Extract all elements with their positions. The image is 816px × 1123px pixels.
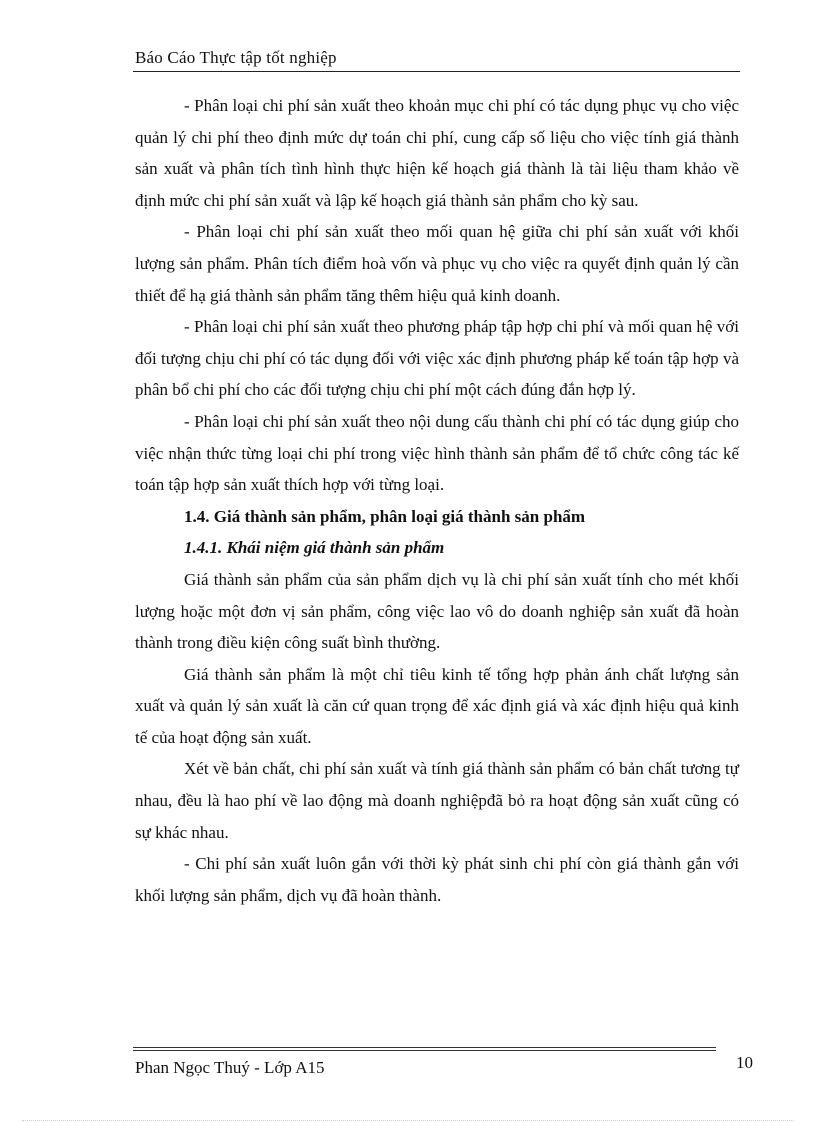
- paragraph: - Phân loại chi phí sản xuất theo phương pháp tập hợp chi phí và mối quan hệ với đối tượng chịu chi phí có tác dụng đối với việc xác định phương pháp kế toán tập hợp và phân bổ chi phí cho các đối tượng chịu chi phí một cách đúng đắn hợp lý.: [135, 317, 739, 400]
- paragraph: - Phân loại chi phí sản xuất theo khoản mục chi phí có tác dụng phục vụ cho việc quản lý chi phí theo định mức dự toán chi phí, cung cấp số liệu cho việc tính giá thành sản xuất và phân tích tình hình thực hiện kế hoạch giá thành là tài liệu tham khảo về định mức chi phí sản xuất và lập kế hoạch giá thành sản phẩm cho kỳ sau.: [135, 96, 739, 210]
- page-edge-divider: [22, 1120, 794, 1121]
- paragraph: Xét về bản chất, chi phí sản xuất và tính giá thành sản phẩm có bản chất tương tự nhau, đều là hao phí về lao động mà doanh nghiệpđã bỏ ra hoạt động sản xuất cũng có sự khác nhau.: [135, 759, 739, 842]
- page-number: 10: [736, 1053, 753, 1072]
- paragraph: Giá thành sản phẩm của sản phẩm dịch vụ là chi phí sản xuất tính cho mét khối lượng hoặc một đơn vị sản phẩm, công việc lao vô do doanh nghiệp sản xuất đã hoàn thành trong điều kiện công suất bình thường.: [135, 569, 739, 653]
- header-rule: [133, 71, 740, 72]
- footer-author: Phan Ngọc Thuý - Lớp A15: [135, 1058, 325, 1077]
- subsection-heading: 1.4.1. Khái niệm giá thành sản phẩm: [184, 538, 445, 558]
- paragraph: - Phân loại chi phí sản xuất theo mối quan hệ giữa chi phí sản xuất với khối lượng sản phẩm. Phân tích điểm hoà vốn và phục vụ cho việc ra quyết định quản lý cần thiết để hạ giá thành sản phẩm tăng thêm hiệu quả kinh doanh.: [135, 222, 739, 305]
- body-text: [135, 90, 739, 911]
- footer-rule: [133, 1050, 716, 1051]
- paragraph: - Phân loại chi phí sản xuất theo nội dung cấu thành chi phí có tác dụng giúp cho việc nhận thức từng loại chi phí trong việc hình thành sản phẩm để tổ chức công tác kế toán tập hợp sản xuất thích hợp với từng loại.: [135, 411, 739, 495]
- footer-rule: [133, 1047, 716, 1048]
- page-header-title: Báo Cáo Thực tập tốt nghiệp: [135, 48, 337, 67]
- section-heading: 1.4. Giá thành sản phẩm, phân loại giá thành sản phẩm: [184, 506, 586, 526]
- paragraph: Giá thành sản phẩm là một chỉ tiêu kinh tế tổng hợp phản ánh chất lượng sản xuất và quản lý sản xuất là căn cứ quan trọng để xác định giá và xác định hiệu quả kinh tế của hoạt động sản xuất.: [135, 664, 739, 747]
- paragraph: - Chi phí sản xuất luôn gắn với thời kỳ phát sinh chi phí còn giá thành gắn với khối lượng sản phẩm, dịch vụ đã hoàn thành.: [135, 854, 739, 905]
